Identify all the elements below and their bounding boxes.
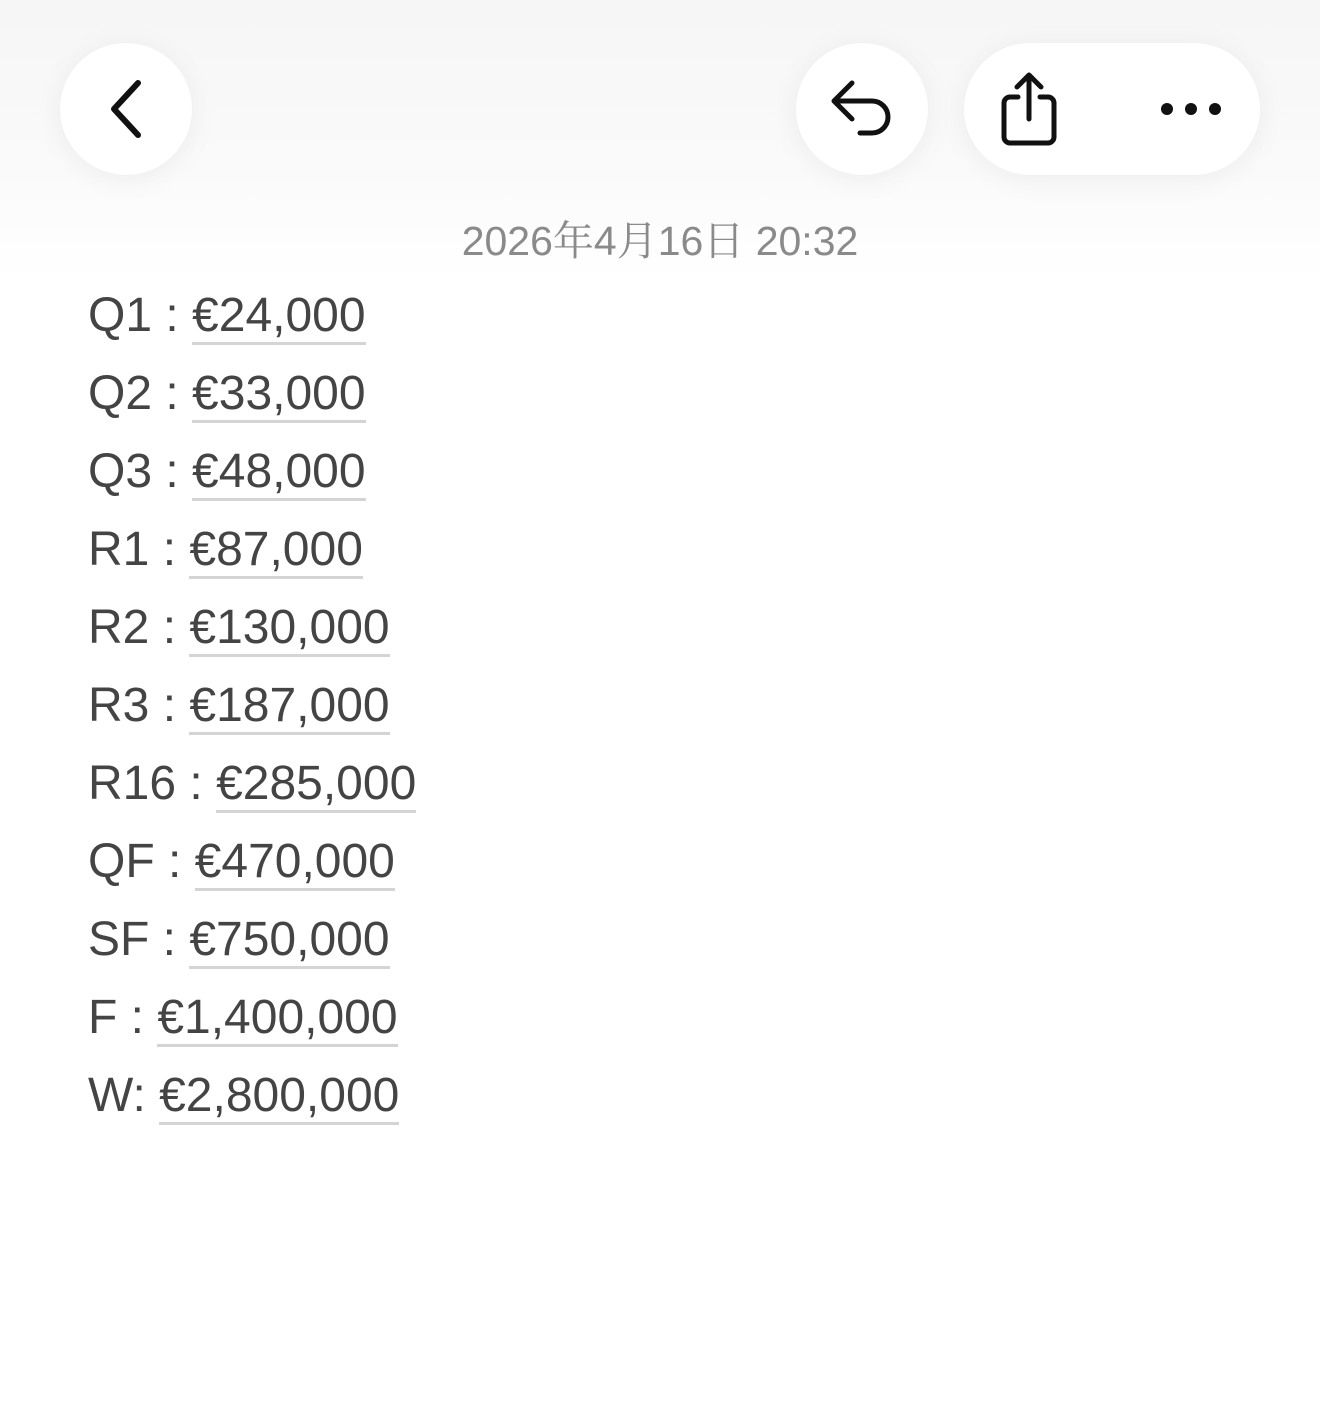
line-label: Q3 : xyxy=(88,445,193,498)
line-label: Q1 : xyxy=(88,289,193,342)
amount-link[interactable]: €285,000 xyxy=(216,757,416,813)
line-label: R16 : xyxy=(88,757,217,810)
amount-link[interactable]: €750,000 xyxy=(189,913,389,969)
amount-link[interactable]: €87,000 xyxy=(189,523,363,579)
undo-button[interactable] xyxy=(796,43,928,175)
line-label: SF : xyxy=(88,913,190,966)
amount-link[interactable]: €130,000 xyxy=(189,601,389,657)
note-line xyxy=(88,752,416,830)
note-line xyxy=(88,830,416,908)
chevron-left-icon xyxy=(106,79,146,139)
note-line xyxy=(88,518,416,596)
line-label: R2 : xyxy=(88,601,190,654)
amount-link[interactable]: €187,000 xyxy=(189,679,389,735)
note-line xyxy=(88,596,416,674)
action-group xyxy=(964,43,1260,175)
amount-link[interactable]: €33,000 xyxy=(192,367,366,423)
line-label: F : xyxy=(88,991,158,1044)
line-label: R3 : xyxy=(88,679,190,732)
more-icon[interactable] xyxy=(1160,102,1222,116)
line-label: W: xyxy=(88,1069,160,1122)
undo-icon xyxy=(830,79,894,139)
line-label: R1 : xyxy=(88,523,190,576)
note-line xyxy=(88,362,416,440)
amount-link[interactable]: €24,000 xyxy=(192,289,366,345)
note-line xyxy=(88,674,416,752)
note-line xyxy=(88,986,416,1064)
amount-link[interactable]: €470,000 xyxy=(195,835,395,891)
note-timestamp: 2026年4月16日 20:32 xyxy=(461,218,859,264)
line-label: QF : xyxy=(88,835,195,888)
note-line xyxy=(88,908,416,986)
note-body[interactable] xyxy=(88,284,416,1142)
amount-link[interactable]: €1,400,000 xyxy=(157,991,397,1047)
note-line xyxy=(88,284,416,362)
line-label: Q2 : xyxy=(88,367,193,420)
share-icon[interactable] xyxy=(998,71,1060,147)
note-line xyxy=(88,1064,416,1142)
note-line xyxy=(88,440,416,518)
back-button[interactable] xyxy=(60,43,192,175)
amount-link[interactable]: €2,800,000 xyxy=(159,1069,399,1125)
amount-link[interactable]: €48,000 xyxy=(192,445,366,501)
